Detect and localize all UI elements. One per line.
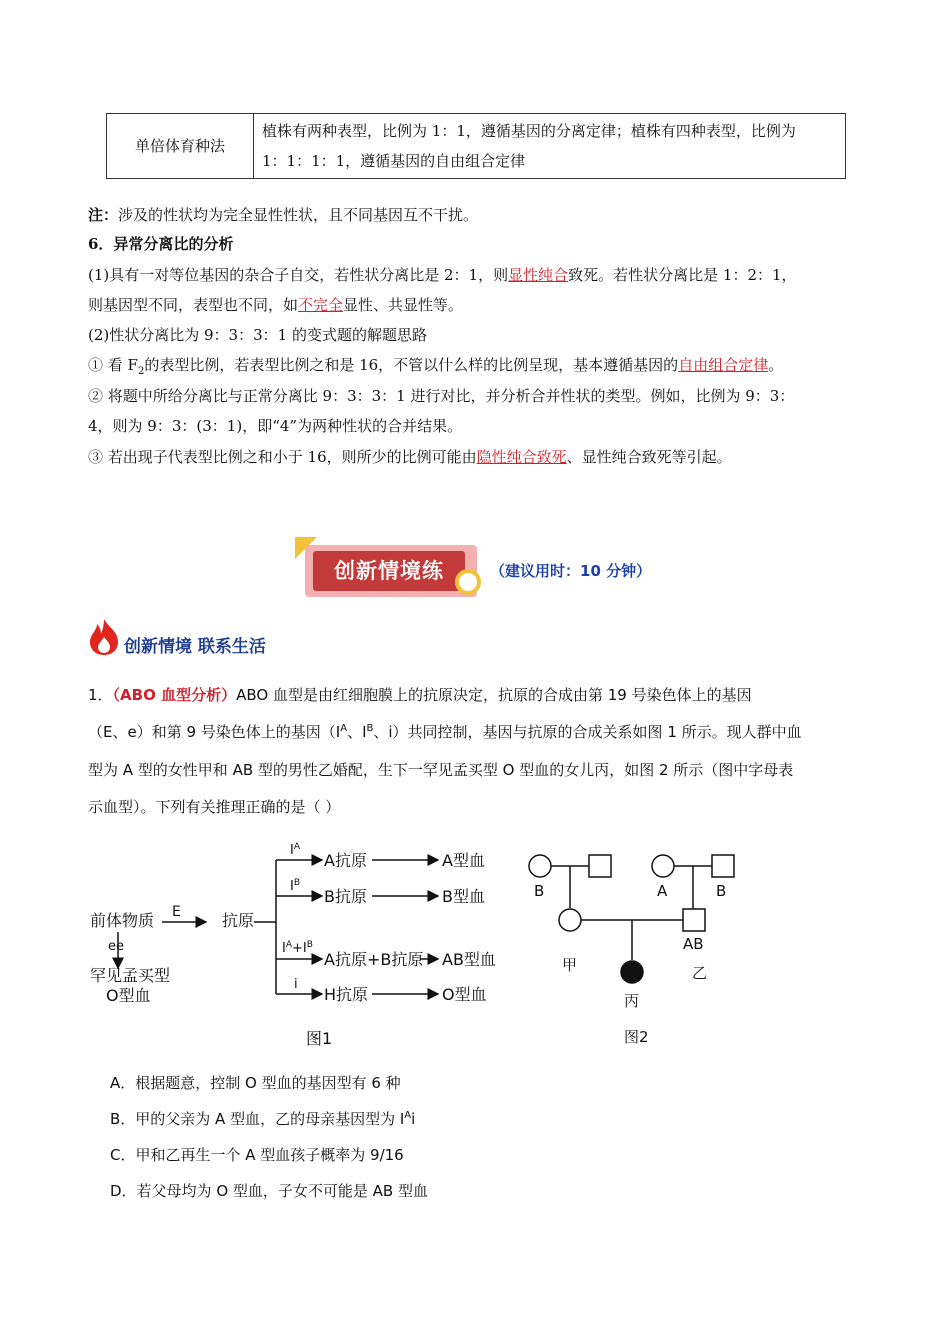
grandfather-1-symbol [589, 855, 611, 877]
row2-blood: B型血 [442, 887, 485, 906]
result-line-2: 1：1：1：1，遵循基因的自由组合定律 [262, 152, 526, 170]
option-d[interactable]: D．若父母均为 O 型血，子女不可能是 AB 型血 [110, 1182, 428, 1200]
row4-antigen: H抗原 [324, 985, 369, 1004]
para-4-line-2: 4，则为 9：3：(3：1)，即“4”为两种性状的合并结果。 [88, 417, 463, 435]
option-a[interactable]: A．根据题意，控制 O 型血的基因型有 6 种 [110, 1074, 401, 1092]
question-line-4: 示血型）。下列有关推理正确的是（ ） [88, 798, 341, 816]
yi-type: AB [683, 935, 704, 953]
time-note: （建议用时：10 分钟） [490, 562, 652, 580]
figure-1 [86, 838, 516, 1053]
row3-blood: AB型血 [442, 950, 496, 969]
figure-2 [520, 842, 760, 1052]
row1-antigen: A抗原 [324, 851, 367, 870]
subheading: 创新情境 联系生活 [124, 637, 266, 657]
jia-label: 甲 [562, 956, 578, 974]
note: 注：涉及的性状均为完全显性性状，且不同基因互不干扰。 [88, 206, 479, 224]
para-3: ① 看 $F_2$的表型比例，若表型比例之和是 16，不管以什么样的比例呈现，基本遵循基因的自由组合定律。 [88, 356, 784, 377]
i-label: i [294, 977, 298, 992]
result-line-1: 植株有两种表型，比例为 1：1，遵循基因的分离定律；植株有四种表型，比例为 [262, 122, 796, 140]
ia-label: $I^A$ [290, 842, 301, 858]
para-1-line-2: 则基因型不同，表型也不同，如不完全显性、共显性等。 [88, 296, 464, 314]
para-1-line-1: (1)具有一对等位基因的杂合子自交，若性状分离比是 2：1，则显性纯合致死。若性状分离比是 1：2：1， [88, 266, 797, 284]
ib-label: $I^B$ [290, 878, 301, 894]
iaib-label: $I^A+I^B$ [282, 940, 313, 956]
figure-1-caption: 图1 [306, 1029, 333, 1048]
method-table [106, 113, 846, 179]
question-line-1: 1．（ABO 血型分析）ABO 血型是由红细胞膜上的抗原决定，抗原的合成由第 19 号染色体上的基因 [88, 686, 752, 704]
ring-icon [455, 569, 481, 595]
jia-symbol [559, 909, 581, 931]
rare-label-2: O型血 [106, 986, 151, 1005]
rare-label-1: 罕见孟买型 [90, 966, 171, 985]
method-cell: 单倍体育种法 [107, 114, 254, 179]
banner [295, 537, 485, 603]
grandfather-2-type: B [716, 882, 727, 900]
grandmother-1-symbol [529, 855, 551, 877]
flame-icon [88, 618, 120, 656]
question-line-3: 型为 A 型的女性甲和 AB 型的男性乙婚配，生下一罕见孟买型 O 型血的女儿丙，如图 2 所示（图中字母表 [88, 761, 794, 779]
grandmother-1-type: B [534, 882, 545, 900]
yi-symbol [683, 909, 705, 931]
question-line-2: （E、e）和第 9 号染色体上的基因（$I^A$、$I^B$、i）共同控制，基因与抗原的合成关系如图 1 所示。现人群中血 [88, 723, 802, 741]
row1-blood: A型血 [442, 851, 485, 870]
para-2: (2)性状分离比为 9：3：3：1 的变式题的解题思路 [88, 326, 427, 344]
figure-2-caption: 图2 [624, 1028, 649, 1046]
e-label: E [172, 904, 181, 920]
bing-label: 丙 [624, 992, 640, 1010]
row2-antigen: B抗原 [324, 887, 367, 906]
banner-corner-icon [295, 537, 317, 559]
option-b[interactable]: B．甲的父亲为 A 型血，乙的母亲基因型为 $I^Ai$ [110, 1110, 416, 1128]
bing-symbol [621, 961, 643, 983]
grandmother-2-symbol [652, 855, 674, 877]
row3-antigen: A抗原+B抗原 [324, 950, 424, 969]
banner-title: 创新情境练 [313, 551, 465, 591]
option-c[interactable]: C．甲和乙再生一个 A 型血孩子概率为 9/16 [110, 1146, 404, 1164]
row4-blood: O型血 [442, 985, 487, 1004]
precursor-label: 前体物质 [90, 911, 155, 930]
para-5: ③ 若出现子代表型比例之和小于 16，则所少的比例可能由隐性纯合致死、显性纯合致死等引起。 [88, 448, 732, 466]
result-cell [254, 114, 846, 179]
grandmother-2-type: A [657, 882, 668, 900]
antigen-label: 抗原 [222, 911, 255, 930]
yi-label: 乙 [692, 964, 708, 982]
para-4-line-1: ② 将题中所给分离比与正常分离比 9：3：3：1 进行对比，并分析合并性状的类型。例如，比例为 9：3： [88, 387, 795, 405]
grandfather-2-symbol [712, 855, 734, 877]
section-6-title: 6．异常分离比的分析 [88, 235, 234, 253]
ee-label: ee [108, 939, 124, 954]
